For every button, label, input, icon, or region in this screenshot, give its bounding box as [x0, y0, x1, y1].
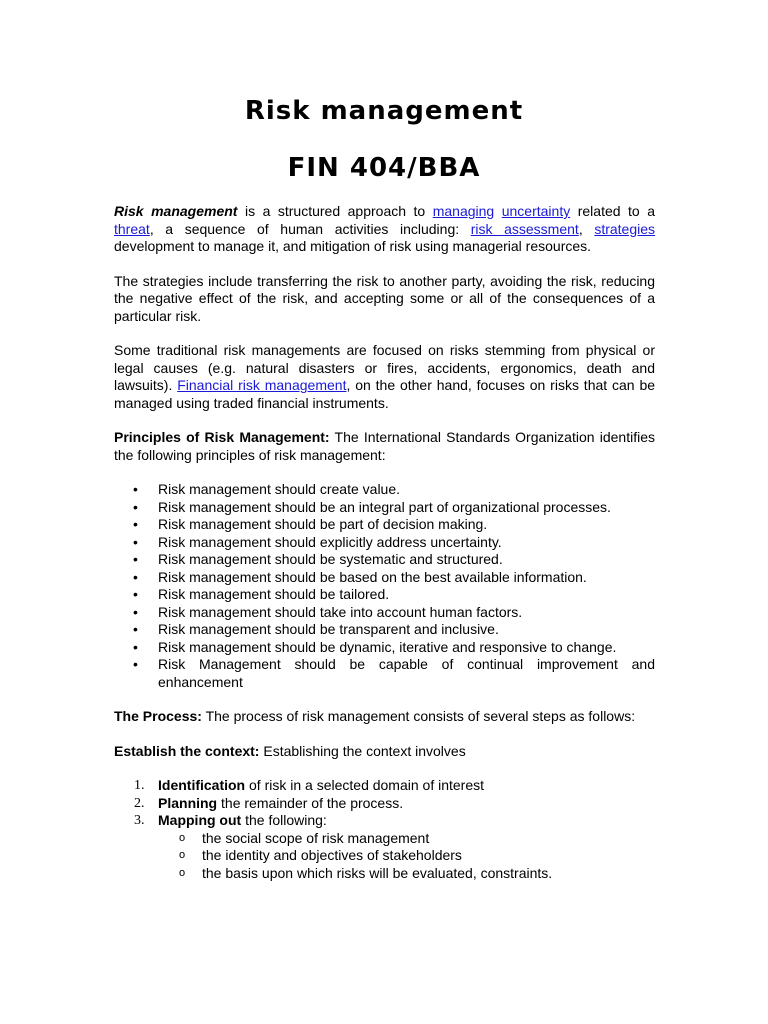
process-paragraph: The Process: The process of risk management consists of several steps as follows: [114, 708, 636, 724]
strategies-paragraph: The strategies include transferring the risk to another party, avoiding the risk, reducing the negative effect of the risk, and accepting some or all of the consequences of a particular risk. [114, 272, 655, 324]
list-item: 3. Mapping out the following: o the social scope of risk management o the identity and objectives of stakeholders o the basis upon which risks will be evaluated, constraints. [158, 812, 655, 882]
link-threat[interactable]: threat [114, 220, 150, 237]
list-item: • Risk management should create value. [158, 481, 655, 499]
link-strategies[interactable]: strategies [594, 220, 656, 237]
list-item: o the social scope of risk management [202, 830, 655, 848]
context-paragraph: Establish the context: Establishing the context involves [114, 742, 466, 759]
list-item: • Risk management should be systematic and structured. [158, 551, 655, 569]
list-item: • Risk management should be based on the best available information. [158, 569, 655, 587]
list-item: • Risk management should explicitly address uncertainty. [158, 534, 655, 552]
principles-paragraph: Principles of Risk Management: The International Standards Organization identifies the following principles of risk management: [114, 429, 656, 463]
list-item: • Risk management should be part of decision making. [158, 516, 655, 534]
list-item: o the basis upon which risks will be evaluated, constraints. [202, 865, 655, 883]
term-risk-management: Risk management [114, 203, 238, 219]
traditional-risk-paragraph: Some traditional risk managements are focused on risks stemming from physical or legal causes (e.g. natural disasters or fires, accidents, ergonomics, death and lawsuits). Financial risk management, on the other hand, focuses on risks that can be managed using traded financial instruments. [114, 342, 656, 411]
list-item: o the identity and objectives of stakeholders [202, 847, 655, 865]
page-title: Risk management [244, 96, 524, 126]
list-item: • Risk Management should be capable of continual improvement and enhancement [158, 656, 655, 691]
link-risk-assessment[interactable]: risk assessment [470, 220, 579, 237]
list-item: • Risk management should take into account human factors. [158, 604, 655, 622]
list-item: 1. Identification of risk in a selected domain of interest [134, 777, 485, 793]
list-item: • Risk management should be transparent and inclusive. [158, 621, 655, 639]
steps-list [114, 777, 655, 882]
document-body [114, 203, 655, 882]
principles-heading: Principles of Risk Management: [114, 429, 330, 445]
list-item: • Risk management should be tailored. [158, 586, 655, 604]
context-heading: Establish the context: [114, 742, 260, 759]
list-item: 2. Planning the remainder of the process. [134, 794, 404, 811]
process-heading: The Process: [114, 708, 202, 724]
principles-list [114, 481, 655, 691]
page-subtitle: FIN 404/BBA [287, 153, 481, 183]
list-item: • Risk management should be an integral part of organizational processes. [158, 499, 655, 517]
link-financial-risk-management[interactable]: Financial risk management [177, 377, 347, 393]
intro-paragraph: Risk management is a structured approach to managing uncertainty related to a threat, a sequence of human activities including: risk assessment, strategies development to manage it, and mitigation of risk using managerial resources. [114, 203, 656, 254]
list-item: • Risk management should be dynamic, iterative and responsive to change. [158, 639, 655, 657]
link-uncertainty[interactable]: uncertainty [501, 203, 571, 219]
mapping-sub-list [158, 830, 655, 883]
link-managing[interactable]: managing [432, 203, 495, 219]
